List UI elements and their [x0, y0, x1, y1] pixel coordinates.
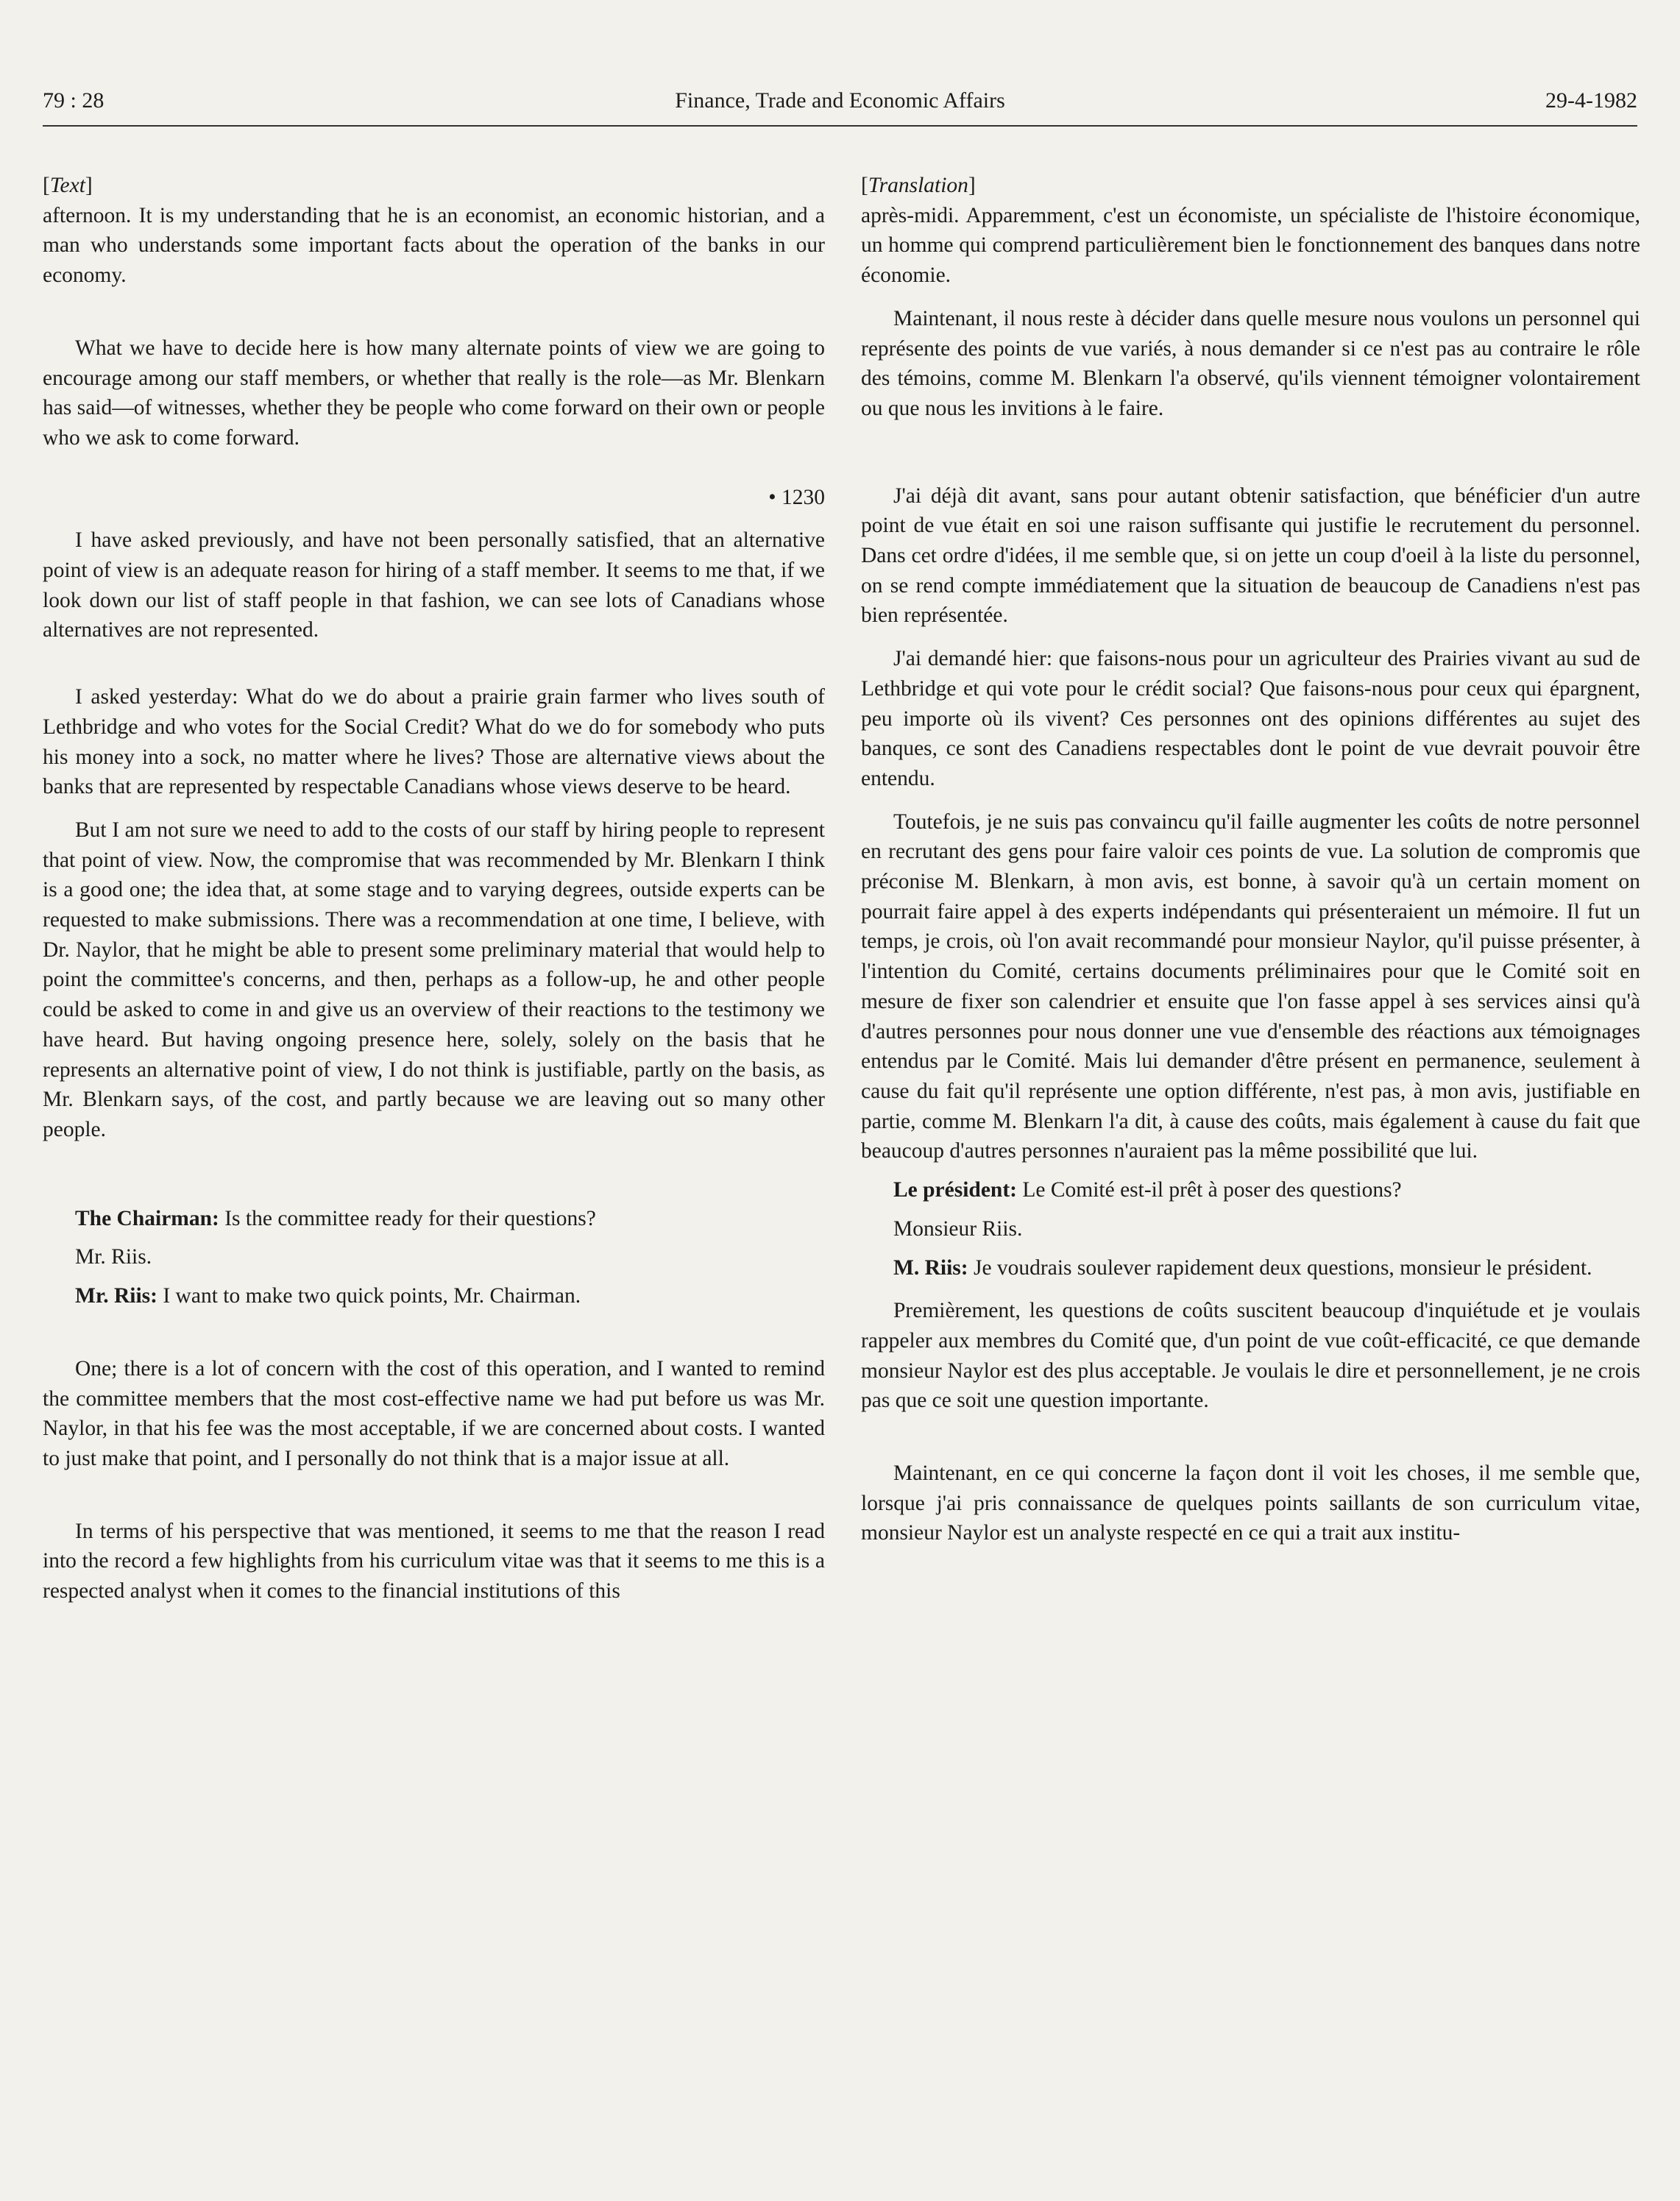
paragraph: Maintenant, en ce qui concerne la façon dont il voit les choses, il me semble que, lorsque j'ai pris connaissance de quelques points saillants de son curriculum vitae, monsieur Naylor est un analyste respecté en ce qui a trait aux institu- — [861, 1461, 1640, 1545]
paragraph: I asked yesterday: What do we do about a prairie grain farmer who lives south of Lethbridge and who votes for the Social Credit? What do we do for somebody who puts his money into a sock, no matter where he lives? Those are alternative views about the banks that are represented by respectable Canadians whose views deserve to be heard. — [43, 685, 825, 799]
paragraph: One; there is a lot of concern with the cost of this operation, and I wanted to remind the committee members that the most cost-effective name we had put before us was Mr. Naylor, in that his fee was the most acceptable, if we are concerned about costs. I wanted to just make that point, and I personally do not think that is a major issue at all. — [43, 1356, 825, 1470]
page-header — [43, 88, 1637, 125]
time-marker: • 1230 — [768, 485, 825, 509]
speaker-turn: Mr. Riis: I want to make two quick points, Mr. Chairman. — [75, 1284, 581, 1308]
paragraph: après-midi. Apparemment, c'est un économiste, un spécialiste de l'histoire économique, un homme qui comprend particulièrement bien le fonctionnement des banques dans notre économie. — [861, 203, 1640, 288]
paragraph: J'ai demandé hier: que faisons-nous pour un agriculteur des Prairies vivant au sud de Lethbridge et qui vote pour le crédit social? Que faisons-nous pour ceux qui épargnent, peu importe où ils vivent? Ces personnes ont des opinions différentes au sujet des banques, ce sont des Canadiens respectables dont le point de vue devrait pouvoir être entendu. — [861, 647, 1640, 790]
running-title: Finance, Trade and Economic Affairs — [675, 88, 1005, 113]
page-number: 79 : 28 — [43, 88, 104, 113]
speaker-turn: Le président: Le Comité est-il prêt à poser des questions? — [893, 1178, 1402, 1202]
header-rule — [43, 125, 1637, 127]
speaker-label: Le président: — [893, 1178, 1017, 1202]
paragraph: Monsieur Riis. — [893, 1216, 1023, 1241]
speaker-turn: The Chairman: Is the committee ready for their questions? — [75, 1206, 596, 1230]
speaker-label: M. Riis: — [893, 1255, 968, 1280]
paragraph: J'ai déjà dit avant, sans pour autant obtenir satisfaction, que bénéficier d'un autre point de vue était en soi une raison suffisante qui justifie le recrutement du personnel. Dans cet ordre d'idées, il me semble que, si on jette un coup d'oeil à la liste du personnel, on se rend compte immédiatement que la situation de beaucoup de Canadiens n'est pas bien représentée. — [861, 483, 1640, 628]
paragraph: But I am not sure we need to add to the costs of our staff by hiring people to represent that point of view. Now, the compromise that was recommended by Mr. Blenkarn I think is a good one; the idea that, at some stage and to varying degrees, outside experts can be requested to make submissions. There was a recommendation at one time, I believe, with Dr. Naylor, that he might be able to present some preliminary material that would help to point the committee's concerns, and then, perhaps as a follow-up, he and other people could be asked to come in and give us an overview of their reactions to the testimony we have heard. But having ongoing presence here, solely, solely on the basis that he represents an alternative point of view, I do not think is justifiable, partly on the basis, as Mr. Blenkarn says, of the cost, and partly because we are leaving out so many other people. — [43, 818, 825, 1141]
speaker-label: Mr. Riis: — [75, 1284, 157, 1308]
page-date: 29-4-1982 — [1545, 88, 1637, 113]
paragraph: Maintenant, il nous reste à décider dans quelle mesure nous voulons un personnel qui représente des points de vue variés, à nous demander si ce n'est pas au contraire le rôle des témoins, comme M. Blenkarn l'a observé, qu'ils viennent témoigner volontairement ou que nous les invitions à le faire. — [861, 306, 1640, 420]
paragraph: I have asked previously, and have not been personally satisfied, that an alternative point of view is an adequate reason for hiring of a staff member. It seems to me that, if we look down our list of staff people in that fashion, we can see lots of Canadians whose alternatives are not represented. — [43, 528, 825, 642]
column-tag-text: [Text] — [43, 174, 93, 197]
speaker-turn: M. Riis: Je voudrais soulever rapidement deux questions, monsieur le président. — [893, 1255, 1592, 1280]
paragraph: Premièrement, les questions de coûts suscitent beaucoup d'inquiétude et je voulais rappeler aux membres du Comité que, d'un point de vue coût-efficacité, ce que demande monsieur Naylor est des plus acceptable. Je voulais le dire et personnellement, je ne crois pas que ce soit une question importante. — [861, 1299, 1640, 1413]
column-tag-translation: [Translation] — [861, 174, 976, 197]
paragraph: Mr. Riis. — [75, 1245, 152, 1269]
paragraph: Toutefois, je ne suis pas convaincu qu'il faille augmenter les coûts de notre personnel en recrutant des gens pour faire valoir ces points de vue. La solution de compromis que préconise M. Blenkarn, à mon avis, est bonne, à savoir qu'à un certain moment on pourrait faire appel à des experts indépendants qui présenteraient un mémoire. Il fut un temps, je crois, où l'on avait recommandé pour monsieur Naylor, qu'il puisse présenter, à l'intention du Comité, certains documents préliminaires pour que le Comité soit en mesure de fixer son calendrier et ensuite que l'on fasse appel à ses services ainsi qu'à d'autres personnes pour nous donner une vue d'ensemble des réactions aux témoignages entendus par le Comité. Mais lui demander d'être présent en permanence, seulement à cause du fait qu'il représente une option différente, n'est pas, à mon avis, justifiable en partie, comme M. Blenkarn l'a dit, à cause des coûts, mais également à cause du fait que beaucoup d'autres personnes n'auraient pas la même possibilité que lui. — [861, 809, 1640, 1163]
paragraph: What we have to decide here is how many alternate points of view we are going to encourage among our staff members, or whether that really is the role—as Mr. Blenkarn has said—of witnesses, whether they be people who come forward on their own or people who we ask to come forward. — [43, 336, 825, 450]
speaker-label: The Chairman: — [75, 1206, 219, 1230]
french-column — [861, 171, 1640, 1548]
paragraph: In terms of his perspective that was mentioned, it seems to me that the reason I read into the record a few highlights from his curriculum vitae was that it seems to me this is a respected analyst when it comes to the financial institutions of this — [43, 1519, 825, 1603]
english-column — [43, 171, 825, 1606]
paragraph: afternoon. It is my understanding that he is an economist, an economic historian, and a man who understands some important facts about the operation of the banks in our economy. — [43, 203, 825, 288]
